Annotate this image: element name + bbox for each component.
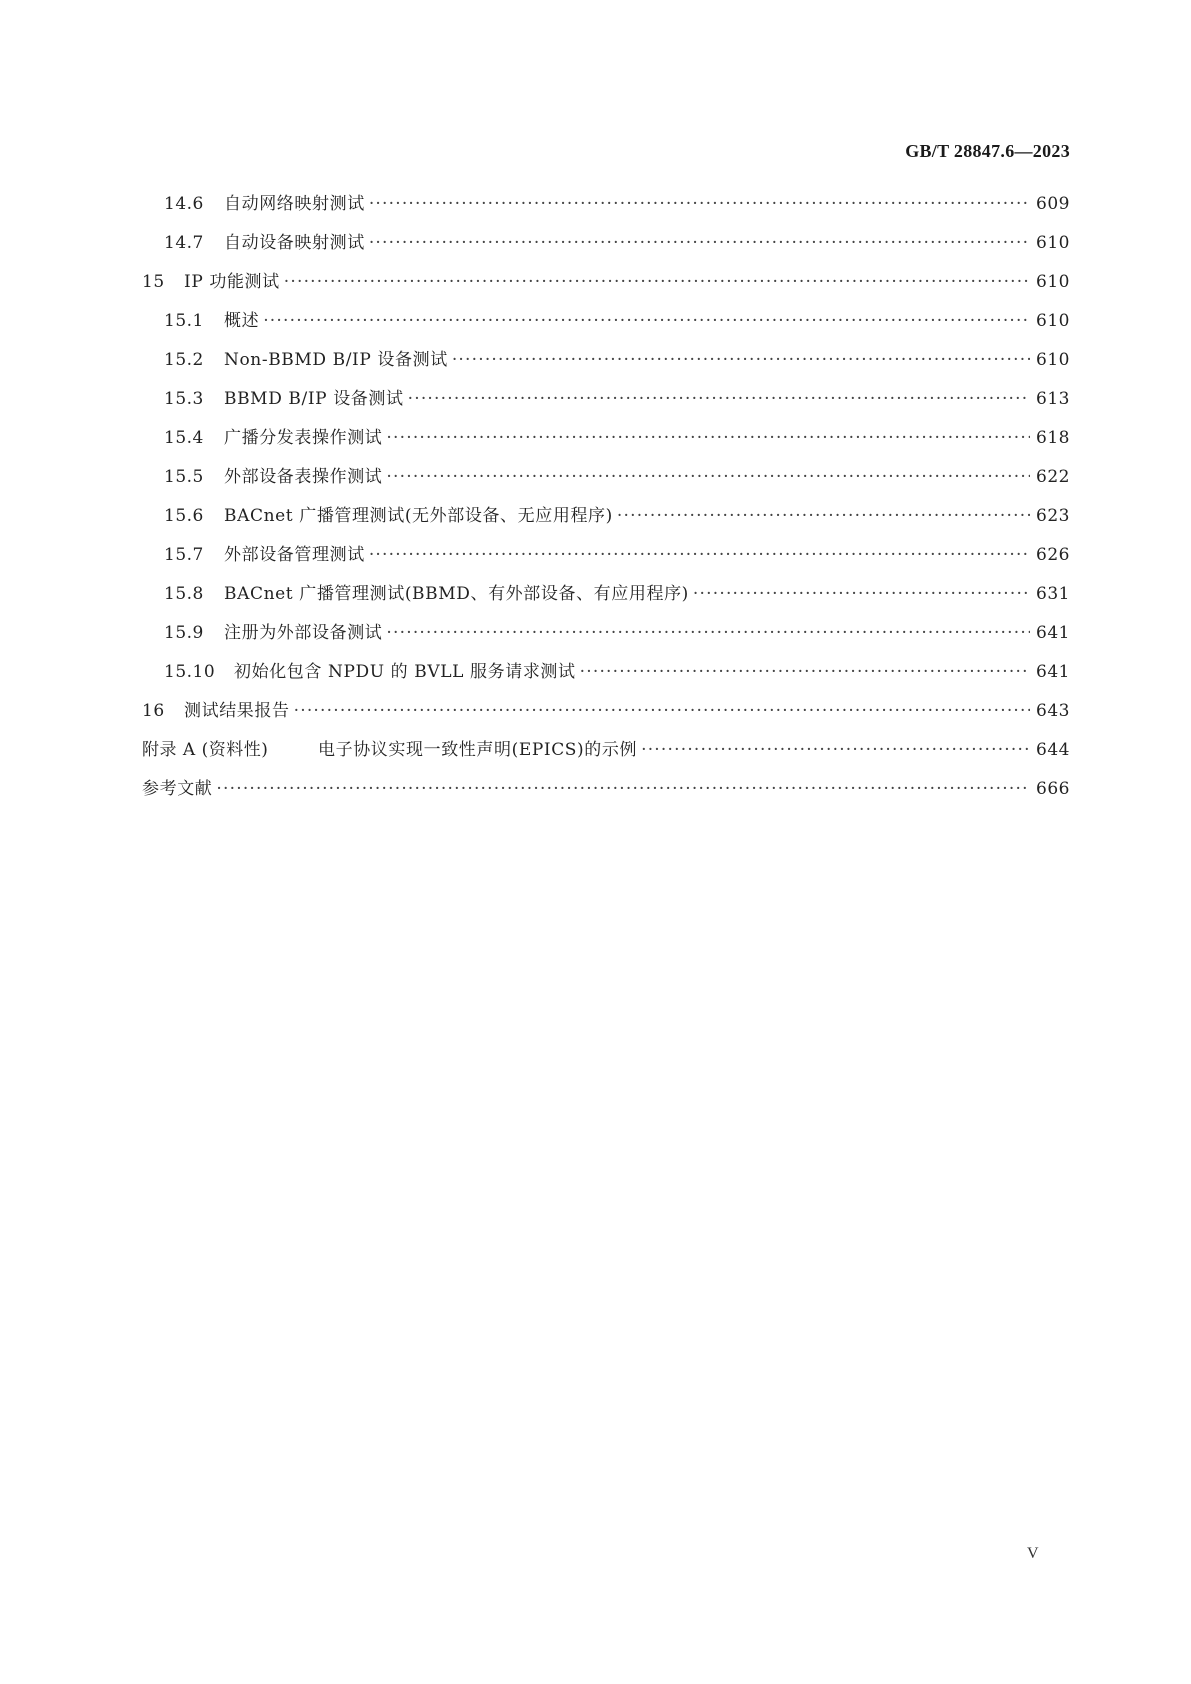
dot-leader <box>641 739 1030 761</box>
toc-entry-title: BACnet 广播管理测试(无外部设备、无应用程序) <box>224 506 613 526</box>
toc-entry-number: 15.7 <box>164 545 204 565</box>
toc-entry[interactable] <box>142 310 1070 349</box>
toc-entry-number: 16 <box>142 701 165 721</box>
toc-entry-number: 附录 A (资料性) <box>142 740 269 760</box>
toc-entry-title: Non-BBMD B/IP 设备测试 <box>224 350 448 370</box>
toc-entry-annex[interactable] <box>142 739 1070 778</box>
toc-entry-number: 15.1 <box>164 311 204 331</box>
toc-entry-page: 641 <box>1036 623 1070 643</box>
toc-entry[interactable] <box>142 505 1070 544</box>
dot-leader <box>369 232 1030 254</box>
toc-entry-number: 15 <box>142 272 165 292</box>
toc-entry-title: BACnet 广播管理测试(BBMD、有外部设备、有应用程序) <box>224 584 689 604</box>
toc-entry-number: 15.9 <box>164 623 204 643</box>
toc-entry[interactable] <box>142 661 1070 700</box>
dot-leader <box>408 388 1030 410</box>
toc-entry-page: 610 <box>1036 311 1070 331</box>
toc-entry-page: 666 <box>1036 779 1070 799</box>
toc-entry-title: 概述 <box>224 311 260 331</box>
toc-entry-number: 15.10 <box>164 662 216 682</box>
document-code: GB/T 28847.6—2023 <box>905 141 1070 161</box>
toc-entry-page: 622 <box>1036 467 1070 487</box>
toc-entry-number: 14.7 <box>164 233 204 253</box>
dot-leader <box>386 466 1030 488</box>
toc-entry[interactable] <box>142 583 1070 622</box>
toc-entry-title: 注册为外部设备测试 <box>224 623 383 643</box>
toc-entry[interactable] <box>142 466 1070 505</box>
dot-leader <box>369 193 1030 215</box>
dot-leader <box>617 505 1030 527</box>
toc-entry-page: 610 <box>1036 272 1070 292</box>
toc-entry[interactable] <box>142 427 1070 466</box>
toc-entry-number: 15.3 <box>164 389 204 409</box>
toc-entry-number: 15.4 <box>164 428 204 448</box>
toc-entry-page: 644 <box>1036 740 1070 760</box>
toc-entry-title: 外部设备表操作测试 <box>224 467 383 487</box>
toc-entry[interactable] <box>142 622 1070 661</box>
toc-entry-title: 初始化包含 NPDU 的 BVLL 服务请求测试 <box>234 662 576 682</box>
toc-entry[interactable] <box>142 544 1070 583</box>
toc-entry[interactable] <box>142 388 1070 427</box>
toc-entry-page: 609 <box>1036 194 1070 214</box>
toc-entry-number: 15.6 <box>164 506 204 526</box>
toc-entry-page: 618 <box>1036 428 1070 448</box>
dot-leader <box>294 700 1030 722</box>
toc-entry-title: 广播分发表操作测试 <box>224 428 383 448</box>
dot-leader <box>284 271 1030 293</box>
toc-entry-number: 15.8 <box>164 584 204 604</box>
toc-entry-title: BBMD B/IP 设备测试 <box>224 389 404 409</box>
page-number: V <box>1027 1545 1039 1562</box>
dot-leader <box>386 427 1030 449</box>
toc-entry-title: 参考文献 <box>142 779 213 799</box>
dot-leader <box>452 349 1030 371</box>
dot-leader <box>369 544 1030 566</box>
table-of-contents <box>142 193 1070 817</box>
toc-entry-page: 613 <box>1036 389 1070 409</box>
toc-entry-number: 15.5 <box>164 467 204 487</box>
toc-entry-title: IP 功能测试 <box>184 272 280 292</box>
toc-entry-page: 626 <box>1036 545 1070 565</box>
dot-leader <box>580 661 1030 683</box>
dot-leader <box>216 778 1030 800</box>
toc-entry-page: 623 <box>1036 506 1070 526</box>
toc-entry-page: 610 <box>1036 350 1070 370</box>
dot-leader <box>386 622 1030 644</box>
dot-leader <box>263 310 1030 332</box>
toc-entry-number: 15.2 <box>164 350 204 370</box>
toc-entry-title: 外部设备管理测试 <box>224 545 365 565</box>
toc-entry-title: 电子协议实现一致性声明(EPICS)的示例 <box>318 740 638 760</box>
toc-entry-page: 643 <box>1036 701 1070 721</box>
toc-entry-page: 610 <box>1036 233 1070 253</box>
toc-entry-page: 631 <box>1036 584 1070 604</box>
toc-entry-title: 测试结果报告 <box>184 701 290 721</box>
toc-entry-number: 14.6 <box>164 194 204 214</box>
toc-entry-bibliography[interactable] <box>142 778 1070 817</box>
toc-entry-page: 641 <box>1036 662 1070 682</box>
toc-entry[interactable] <box>142 232 1070 271</box>
toc-entry[interactable] <box>142 349 1070 388</box>
toc-entry[interactable] <box>142 193 1070 232</box>
toc-entry-title: 自动网络映射测试 <box>224 194 365 214</box>
toc-entry-title: 自动设备映射测试 <box>224 233 365 253</box>
dot-leader <box>693 583 1030 605</box>
toc-entry[interactable] <box>142 271 1070 310</box>
toc-entry[interactable] <box>142 700 1070 739</box>
